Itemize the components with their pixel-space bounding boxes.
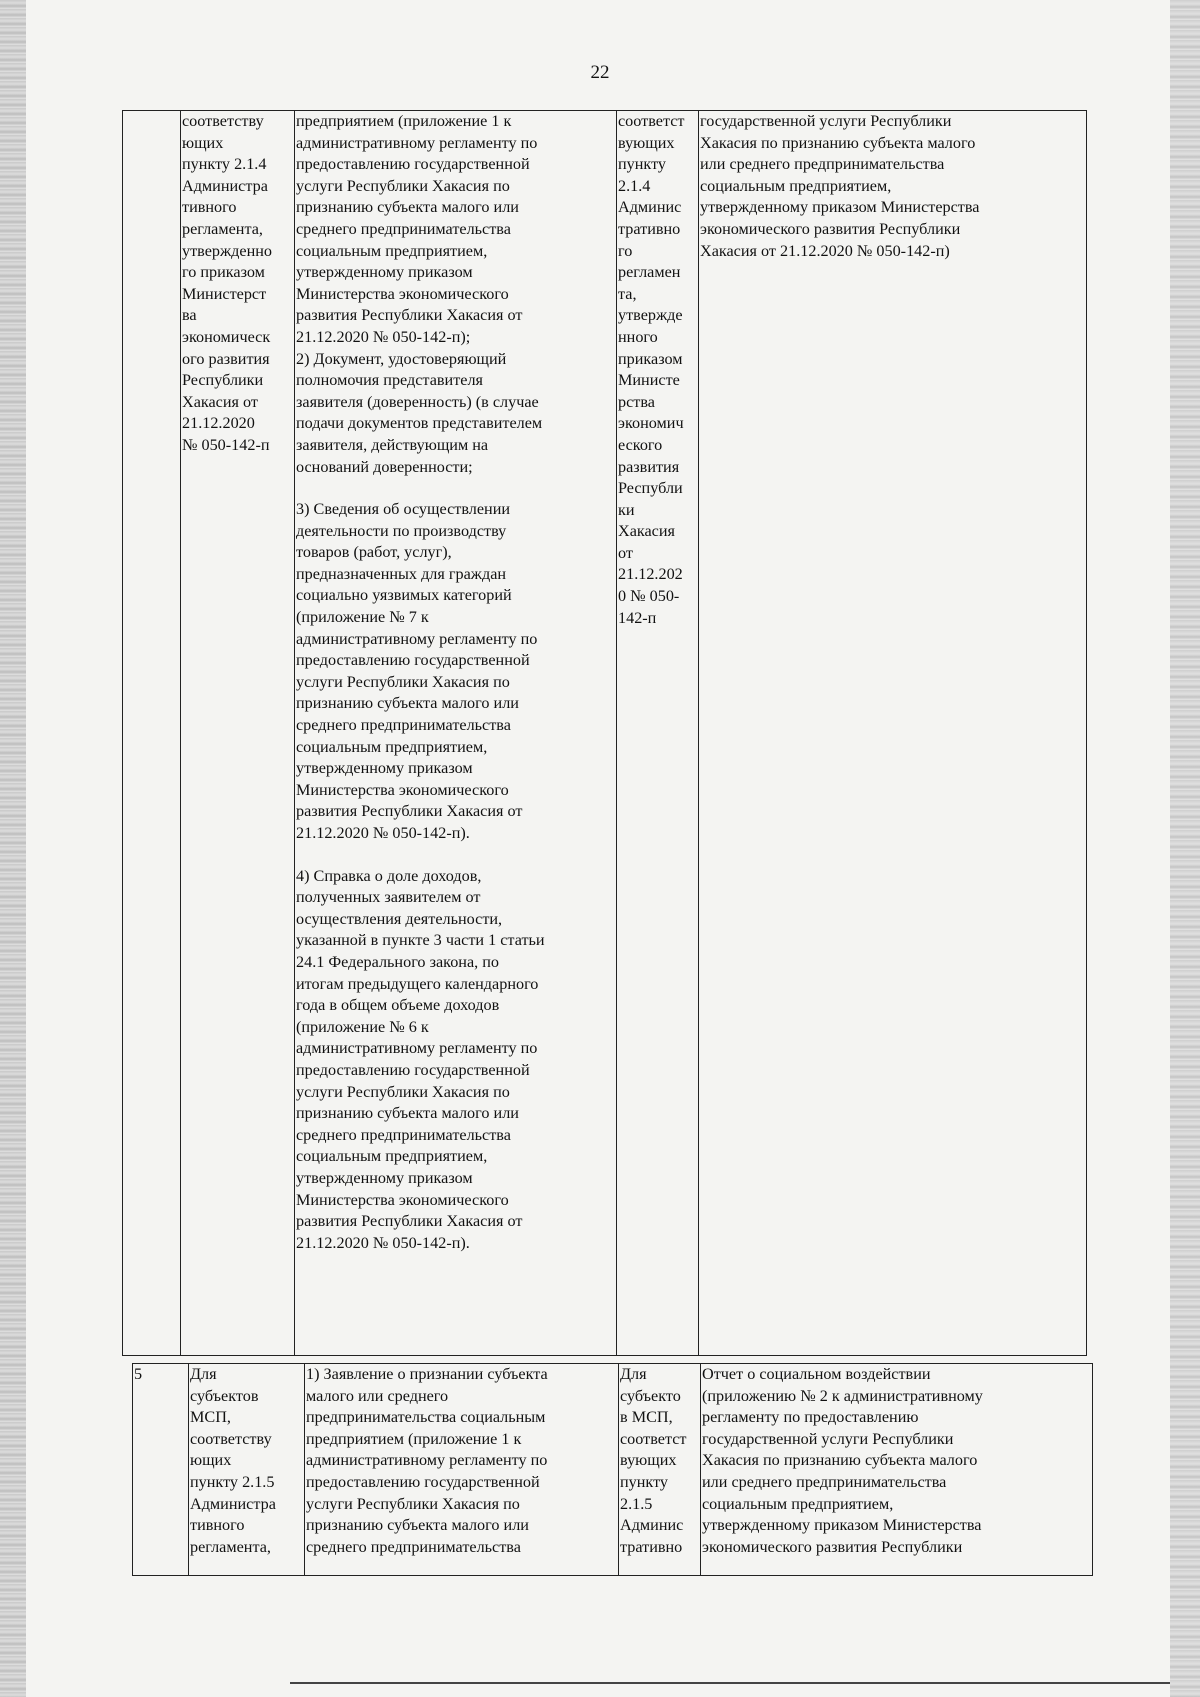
applicability-text: соответст вующих пункту 2.1.4 Админис тративно го регламен та, утвержде нного приказом Министе рства экономич еского развития Республи ки Хакасия от 21.12.202 0 № 050- 142-п bbox=[618, 112, 685, 627]
applicability-cell bbox=[617, 111, 699, 1356]
document-item-3: 3) Сведения об осуществлении деятельности по производству товаров (работ, услуг), предназначенных для граждан социально уязвимых категорий (приложение № 7 к административному регламенту по предоставлению государственной услуги Республики Хакасия по признанию субъекта малого или среднего предпринимательства социальным предприятием, утвержденному приказом Министерства экономического развития Республики Хакасия от 21.12.2020 № 050-142-п). bbox=[296, 500, 538, 842]
category-text: Для субъектов МСП, соответству ющих пункту 2.1.5 Администра тивного регламента, bbox=[190, 1365, 276, 1556]
category-cell bbox=[189, 1364, 305, 1576]
documents-table-part-2 bbox=[132, 1363, 1093, 1576]
row-number-cell bbox=[123, 111, 181, 1356]
scan-edge-left bbox=[0, 0, 26, 1697]
category-cell bbox=[181, 111, 295, 1356]
document-item-1: 1) Заявление о признании субъекта малого или среднего предпринимательства социальным предприятием (приложение 1 к административному регламенту по предоставлению государственной услуги Республики Хакасия по признанию субъекта малого или среднего предпринимательства bbox=[306, 1365, 548, 1556]
document-item-1-2: предприятием (приложение 1 к административному регламенту по предоставлению государственной услуги Республики Хакасия по признанию субъекта малого или среднего предпринимательства социальным предприятием, утвержденному приказом Министерства экономического развития Республики Хакасия от 21.12.2020 № 050-142-п); 2) Документ, удостоверяющий полномочия представителя заявителя (доверенность) (в случае подачи документов представителем заявителя, действующим на оснований доверенности; bbox=[296, 112, 543, 476]
result-text: государственной услуги Республики Хакасия по признанию субъекта малого или среднего предпринимательства социальным предприятием, утвержденному приказом Министерства экономического развития Республики Хакасия от 21.12.2020 № 050-142-п) bbox=[700, 112, 980, 260]
category-text: соответству ющих пункту 2.1.4 Администра тивного регламента, утвержденно го приказом Министерст ва экономическ ого развития Республики Хакасия от 21.12.2020 № 050-142-п bbox=[182, 112, 273, 454]
row-number: 5 bbox=[134, 1365, 143, 1383]
row-number-cell bbox=[133, 1364, 189, 1576]
document-item-4: 4) Справка о доле доходов, полученных заявителем от осуществления деятельности, указанной в пункте 3 части 1 статьи 24.1 Федерального закона, по итогам предыдущего календарного года в общем объеме доходов (приложение № 6 к административному регламенту по предоставлению государственной услуги Республики Хакасия по признанию субъекта малого или среднего предпринимательства социальным предприятием, утвержденному приказом Министерства экономического развития Республики Хакасия от 21.12.2020 № 050-142-п). bbox=[296, 866, 545, 1252]
scan-bottom-line bbox=[290, 1682, 1170, 1684]
documents-cell bbox=[295, 111, 617, 1356]
documents-table-part-1 bbox=[122, 110, 1087, 1356]
result-text: Отчет о социальном воздействии (приложению № 2 к административному регламенту по предоставлению государственной услуги Республики Хакасия по признанию субъекта малого или среднего предпринимательства социальным предприятием, утвержденному приказом Министерства экономического развития Республики bbox=[702, 1365, 983, 1556]
applicability-cell bbox=[619, 1364, 701, 1576]
page-number: 22 bbox=[590, 62, 610, 83]
table-row bbox=[133, 1364, 1093, 1576]
result-cell bbox=[699, 111, 1087, 1356]
scan-edge-right bbox=[1170, 0, 1200, 1697]
documents-cell bbox=[305, 1364, 619, 1576]
table-row bbox=[123, 111, 1087, 1356]
result-cell bbox=[701, 1364, 1093, 1576]
applicability-text: Для субъекто в МСП, соответст вующих пункту 2.1.5 Админис тративно bbox=[620, 1365, 687, 1556]
